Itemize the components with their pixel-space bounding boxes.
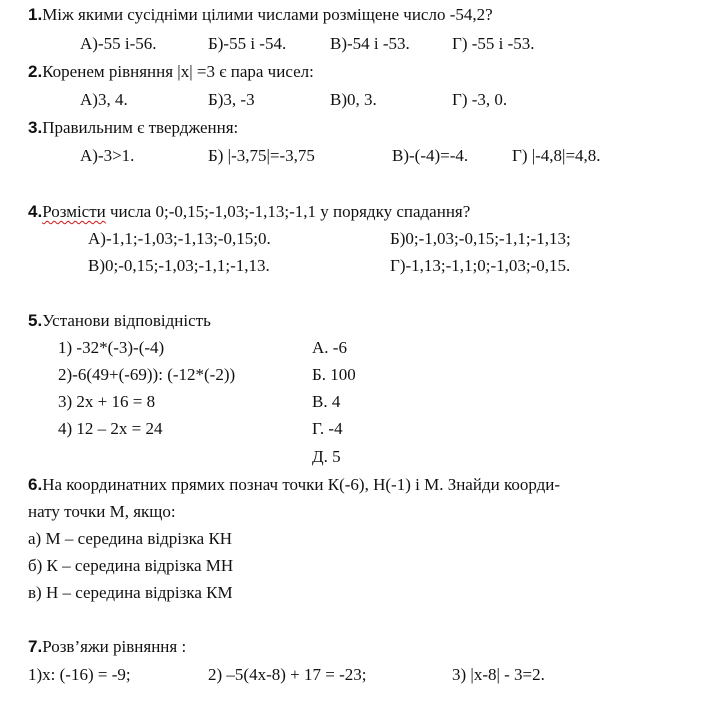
- q2-option-c: В)0, 3.: [330, 90, 377, 109]
- q3-option-c: В)-(-4)=-4.: [392, 146, 469, 165]
- q1-option-c: В)-54 і -53.: [330, 34, 410, 53]
- q3-option-d: Г) |-4,8|=4,8.: [512, 146, 601, 165]
- q4-option-a: А)-1,1;-1,03;-1,13;-0,15;0.: [88, 229, 271, 248]
- question-4-number: 4.: [28, 202, 43, 221]
- question-7-number: 7.: [28, 637, 43, 656]
- q5-right-item-e: Д. 5: [312, 447, 341, 466]
- q5-left-item-3: 3) 2x + 16 = 8: [58, 392, 156, 411]
- q4-option-c: В)0;-0,15;-1,03;-1,1;-1,13.: [88, 256, 270, 275]
- question-6-text-line-2: нату точки М, якщо:: [28, 502, 176, 521]
- q5-right-item-a: А. -6: [312, 338, 347, 357]
- q1-option-d: Г) -55 і -53.: [452, 34, 535, 53]
- question-4: [28, 202, 470, 222]
- q5-right-item-b: Б. 100: [312, 365, 356, 384]
- question-6: [28, 475, 560, 495]
- question-3-text: Правильним є твердження:: [42, 118, 239, 137]
- question-1: [28, 5, 493, 25]
- q2-option-b: Б)3, -3: [208, 90, 255, 109]
- q5-left-item-2: 2)-6(49+(-69)): (-12*(-2)): [58, 365, 236, 384]
- question-1-text: Між якими сусідніми цілими числами розміщене число -54,2?: [42, 5, 493, 24]
- q6-item-a: а) М – середина відрізка КН: [28, 529, 233, 548]
- q5-right-item-d: Г. -4: [312, 419, 343, 438]
- q1-option-b: Б)-55 і -54.: [208, 34, 287, 53]
- q5-left-item-1: 1) -32*(-3)-(-4): [58, 338, 165, 357]
- question-5-text: Установи відповідність: [42, 311, 211, 330]
- q6-item-c: в) Н – середина відрізка КМ: [28, 583, 233, 602]
- question-5: [28, 311, 211, 331]
- question-1-number: 1.: [28, 5, 43, 24]
- q1-option-a: А)-55 і-56.: [80, 34, 157, 53]
- q3-option-b: Б) |-3,75|=-3,75: [208, 146, 315, 165]
- question-7-text: Розв’яжи рівняння :: [42, 637, 187, 656]
- q6-item-b: б) К – середина відрізка МН: [28, 556, 234, 575]
- question-2-text: Коренем рівняння |x| =3 є пара чисел:: [42, 62, 314, 81]
- question-7: [28, 637, 186, 657]
- question-2: [28, 62, 314, 82]
- q7-equation-1: 1)x: (-16) = -9;: [28, 665, 131, 684]
- question-5-number: 5.: [28, 311, 43, 330]
- question-4-spellcheck-word: Розмісти: [42, 202, 106, 221]
- q4-option-b: Б)0;-1,03;-0,15;-1,1;-1,13;: [390, 229, 571, 248]
- q2-option-d: Г) -3, 0.: [452, 90, 508, 109]
- question-3: [28, 118, 238, 138]
- q5-left-item-4: 4) 12 – 2x = 24: [58, 419, 163, 438]
- question-2-number: 2.: [28, 62, 43, 81]
- question-4-text: числа 0;-0,15;-1,03;-1,13;-1,1 у порядку спадання?: [105, 202, 471, 221]
- q2-option-a: А)3, 4.: [80, 90, 128, 109]
- q4-option-d: Г)-1,13;-1,1;0;-1,03;-0,15.: [390, 256, 571, 275]
- q7-equation-2: 2) –5(4x-8) + 17 = -23;: [208, 665, 367, 684]
- q7-equation-3: 3) |x-8| - 3=2.: [452, 665, 545, 684]
- q5-right-item-c: В. 4: [312, 392, 341, 411]
- question-3-number: 3.: [28, 118, 43, 137]
- question-6-text-line-1: На координатних прямих познач точки К(-6), Н(-1) і М. Знайди коорди-: [42, 475, 561, 494]
- q3-option-a: А)-3>1.: [80, 146, 135, 165]
- question-6-number: 6.: [28, 475, 43, 494]
